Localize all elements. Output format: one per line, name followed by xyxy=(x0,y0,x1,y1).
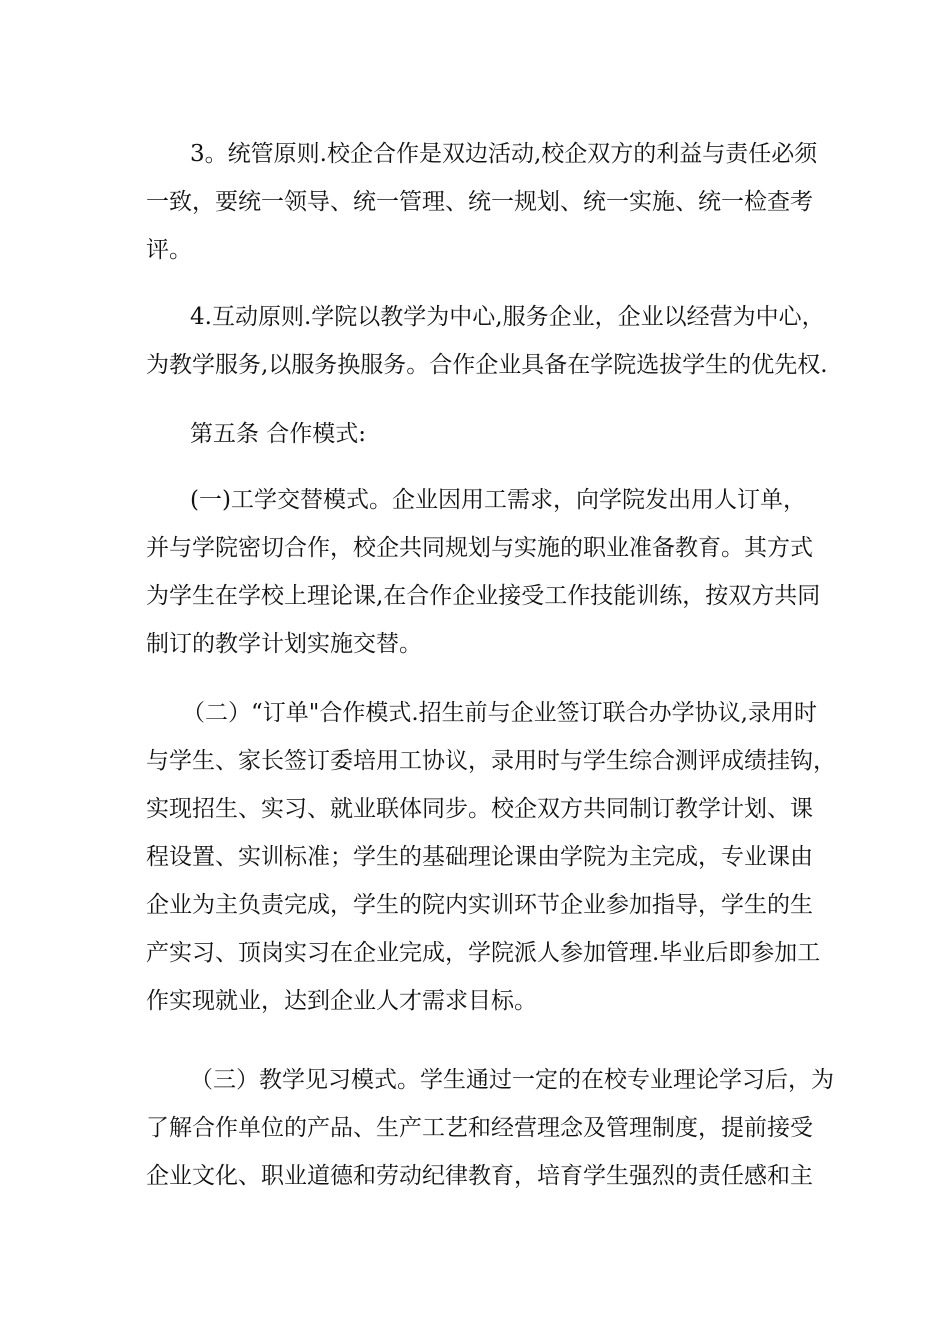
paragraph-line: （三）教学见习模式。学生通过一定的在校专业理论学习后，为 xyxy=(190,1067,834,1093)
paragraph-line: 与学生、家长签订委培用工协议，录用时与学生综合测评成绩挂钩， xyxy=(146,748,836,774)
paragraph-line: (一)工学交替模式。企业因用工需求，向学院发出用人订单， xyxy=(190,487,806,513)
paragraph-line: 4.互动原则.学院以教学为中心,服务企业，企业以经营为中心， xyxy=(190,304,825,330)
paragraph-principle-3 xyxy=(146,130,816,274)
paragraph-principle-4 xyxy=(146,293,828,389)
paragraph-line: 并与学院密切合作，校企共同规划与实施的职业准备教育。其方式 xyxy=(146,535,813,561)
paragraph-line: 一致，要统一领导、统一管理、统一规划、统一实施、统一检查考 xyxy=(146,189,813,215)
paragraph-line: 3。统管原则.校企合作是双边活动,校企双方的利益与责任必须 xyxy=(190,141,818,167)
paragraph-line: 了解合作单位的产品、生产工艺和经营理念及管理制度，提前接受 xyxy=(146,1115,813,1141)
paragraph-line: （二）“订单"合作模式.招生前与企业签订联合办学协议,录用时 xyxy=(182,700,817,726)
paragraph-line: 制订的教学计划实施交替。 xyxy=(146,631,422,657)
paragraph-mode-1 xyxy=(146,476,821,668)
article-5-heading xyxy=(146,410,816,458)
section-heading: 第五条 合作模式: xyxy=(190,421,367,447)
paragraph-line: 为学生在学校上理论课,在合作企业接受工作技能训练，按双方共同 xyxy=(146,583,821,609)
paragraph-line: 评。 xyxy=(146,237,192,263)
paragraph-mode-2 xyxy=(146,689,836,1025)
paragraph-line: 产实习、顶岗实习在企业完成，学院派人参加管理.毕业后即参加工 xyxy=(146,940,821,966)
paragraph-line: 企业为主负责完成，学生的院内实训环节企业参加指导，学生的生 xyxy=(146,892,813,918)
paragraph-mode-3 xyxy=(146,1056,834,1200)
paragraph-line: 作实现就业，达到企业人才需求目标。 xyxy=(146,988,537,1014)
paragraph-line: 程设置、实训标准；学生的基础理论课由学院为主完成，专业课由 xyxy=(146,844,813,870)
paragraph-line: 实现招生、实习、就业联体同步。校企双方共同制订教学计划、课 xyxy=(146,796,813,822)
paragraph-line: 企业文化、职业道德和劳动纪律教育，培育学生强烈的责任感和主 xyxy=(146,1163,813,1189)
paragraph-line: 为教学服务,以服务换服务。合作企业具备在学院选拔学生的优先权. xyxy=(146,352,828,378)
